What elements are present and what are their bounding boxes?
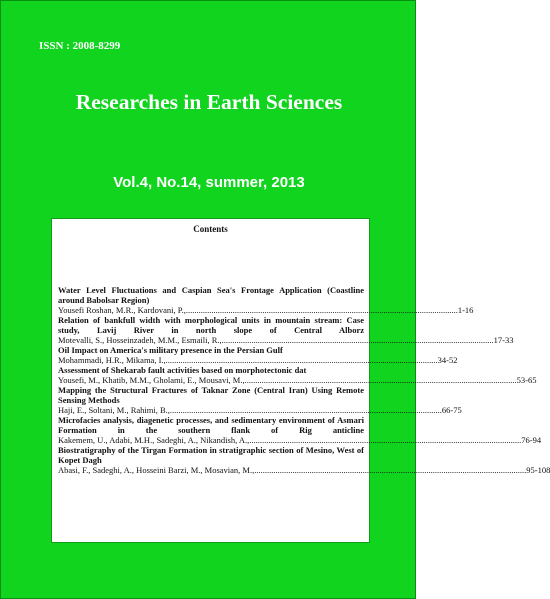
article-title: Relation of bankfull width with morphological units in mountain stream: Case study, Lavij River in north slope of Central Alborz bbox=[58, 315, 364, 335]
article-authors: Haji, E., Soltani, M., Rahimi, B., bbox=[58, 405, 170, 415]
dot-leader: ................................................................................................................................ bbox=[249, 435, 522, 445]
journal-title: Researches in Earth Sciences bbox=[75, 90, 343, 114]
article-authors-line bbox=[58, 405, 462, 415]
article-authors-line bbox=[58, 335, 514, 345]
article-title: Microfacies analysis, diagenetic processes, and sedimentary environment of Asmari Formation in the southern flank of Rig anticline bbox=[58, 415, 364, 435]
article-pages: 34-52 bbox=[437, 355, 458, 365]
dot-leader: ................................................................................................................................ bbox=[244, 375, 517, 385]
issn-label: ISSN : 2008-8299 bbox=[39, 40, 121, 52]
article-authors-line bbox=[58, 375, 537, 385]
article-list bbox=[58, 285, 550, 475]
dot-leader: ................................................................................................................................ bbox=[169, 405, 442, 415]
article-authors-line bbox=[58, 355, 458, 365]
article-authors: Yousefi Roshan, M.R., Kardovani, P., bbox=[58, 305, 186, 315]
article-pages: 17-33 bbox=[493, 335, 514, 345]
contents-panel bbox=[51, 218, 550, 543]
article-authors-line bbox=[58, 305, 474, 315]
article-pages: 76-94 bbox=[521, 435, 542, 445]
article-title: Water Level Fluctuations and Caspian Sea's Frontage Application (Coastline around Babolsar Region) bbox=[58, 285, 364, 305]
article-authors: Kakemem, U., Adabi, M.H., Sadeghi, A., Nikandish, A., bbox=[58, 435, 250, 445]
article-pages: 66-75 bbox=[441, 405, 462, 415]
article-authors-line bbox=[58, 465, 550, 475]
article-title: Mapping the Structural Fractures of Taknar Zone (Central Iran) Using Remote Sensing Methods bbox=[58, 385, 364, 405]
dot-leader: ................................................................................................................................ bbox=[221, 335, 494, 345]
article-pages: 53-65 bbox=[516, 375, 537, 385]
article-title: Biostratigraphy of the Tirgan Formation in stratigraphic section of Mesino, West of Kopet Dagh bbox=[58, 445, 364, 465]
contents-heading: Contents bbox=[193, 224, 228, 234]
dot-leader: ................................................................................................................................ bbox=[254, 465, 527, 475]
article-authors: Abasi, F., Sadeghi, A., Hosseini Barzi, M., Mosavian, M., bbox=[58, 465, 255, 475]
article-authors: Mohammadi, H.R., Mikama, I., bbox=[58, 355, 166, 365]
article-entry bbox=[58, 385, 462, 415]
dot-leader: ................................................................................................................................ bbox=[185, 305, 458, 315]
article-entry bbox=[58, 415, 542, 445]
article-entry bbox=[58, 365, 537, 385]
dot-leader: ................................................................................................................................ bbox=[165, 355, 438, 365]
article-authors: Yousefi, M., Khatib, M.M., Gholami, E., Mousavi, M., bbox=[58, 375, 245, 385]
article-pages: 95-108 bbox=[526, 465, 550, 475]
article-entry bbox=[58, 285, 474, 315]
article-authors-line bbox=[58, 435, 542, 445]
volume-issue-line: Vol.4, No.14, summer, 2013 bbox=[113, 174, 305, 191]
article-title: Assessment of Shekarab fault activities based on morphotectonic dat bbox=[58, 365, 307, 375]
article-title: Oil Impact on America's military presence in the Persian Gulf bbox=[58, 345, 283, 355]
article-authors: Motevalli, S., Hosseinzadeh, M.M., Esmaili, R., bbox=[58, 335, 222, 345]
article-entry bbox=[58, 345, 458, 365]
article-entry bbox=[58, 445, 550, 475]
article-entry bbox=[58, 315, 514, 345]
article-pages: 1-16 bbox=[457, 305, 474, 315]
